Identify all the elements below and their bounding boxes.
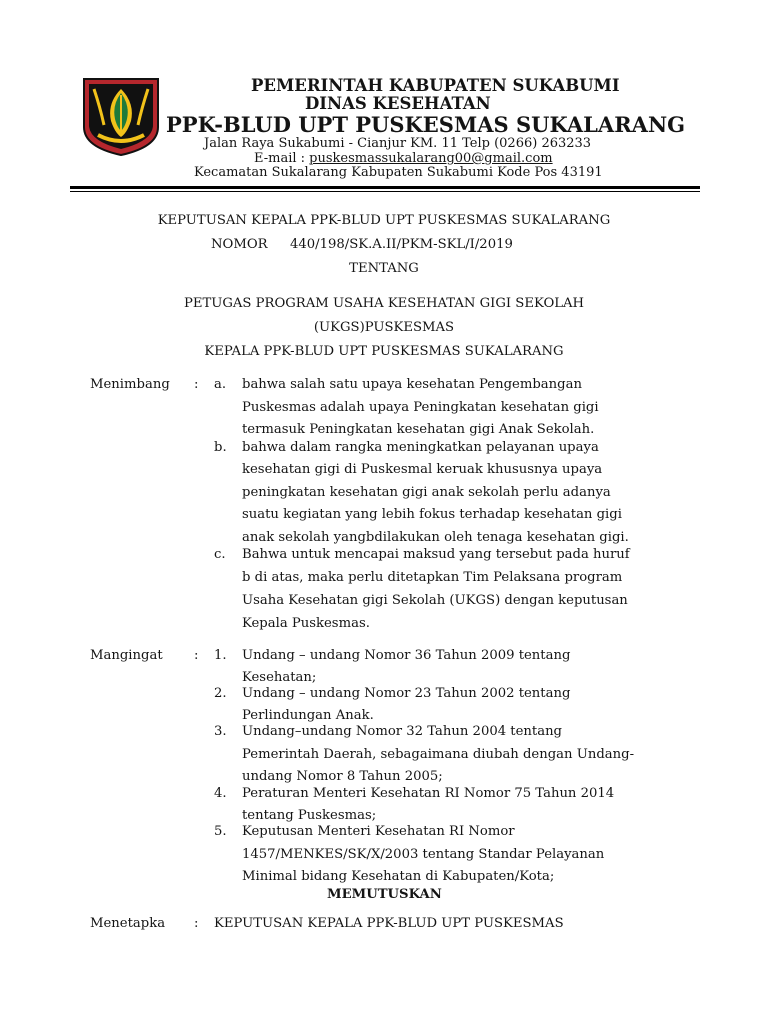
menimbang-b-line: peningkatan kesehatan gigi anak sekolah perlu adanya	[242, 485, 611, 500]
mengingat-3-line: undang Nomor 8 Tahun 2005;	[242, 769, 443, 784]
menimbang-marker-b: b.	[214, 440, 227, 455]
menimbang-b-line: suatu kegiatan yang lebih fokus terhadap kesehatan gigi	[242, 507, 622, 522]
menimbang-marker-a: a.	[214, 377, 227, 392]
mengingat-1-line: Kesehatan;	[242, 670, 317, 685]
email-label: E-mail :	[254, 151, 306, 166]
menetapkan-label: Menetapka	[90, 916, 166, 931]
menimbang-colon: :	[194, 377, 199, 392]
menimbang-marker-c: c.	[214, 547, 226, 562]
mengingat-marker-4: 4.	[214, 786, 227, 801]
decree-subject-line1: PETUGAS PROGRAM USAHA KESEHATAN GIGI SEKOLAH	[183, 296, 585, 311]
mengingat-label: Mangingat	[90, 648, 163, 663]
mengingat-1-line: Undang – undang Nomor 36 Tahun 2009 tentang	[242, 648, 571, 663]
mengingat-marker-1: 1.	[214, 648, 227, 663]
menimbang-a-line: Puskesmas adalah upaya Peningkatan kesehatan gigi	[242, 400, 599, 415]
mengingat-marker-5: 5.	[214, 824, 227, 839]
menimbang-b-line: bahwa dalam rangka meningkatkan pelayanan upaya	[242, 440, 599, 455]
mengingat-2-line: Perlindungan Anak.	[242, 708, 374, 723]
decree-number-value: 440/198/SK.A.II/PKM-SKL/I/2019	[290, 237, 513, 252]
menimbang-c-line: Usaha Kesehatan gigi Sekolah (UKGS) dengan keputusan	[242, 593, 628, 608]
menetapkan-colon: :	[194, 916, 199, 931]
memutuskan-heading: MEMUTUSKAN	[327, 887, 442, 902]
mengingat-5-line: Keputusan Menteri Kesehatan RI Nomor	[242, 824, 515, 839]
mengingat-marker-3: 3.	[214, 724, 227, 739]
sukabumi-crest-logo	[80, 77, 162, 157]
menimbang-c-line: Kepala Puskesmas.	[242, 616, 370, 631]
header-address: Jalan Raya Sukabumi - Cianjur KM. 11 Telp (0266) 263233	[204, 136, 592, 151]
mengingat-4-line: tentang Puskesmas;	[242, 808, 377, 823]
decree-tentang: TENTANG	[349, 261, 419, 276]
header-district: Kecamatan Sukalarang Kabupaten Sukabumi Kode Pos 43191	[194, 165, 603, 180]
header-government: PEMERINTAH KABUPATEN SUKABUMI	[251, 76, 620, 95]
decree-subject-line2: (UKGS)PUSKESMAS	[313, 320, 455, 335]
header-organization: PPK-BLUD UPT PUSKESMAS SUKALARANG	[166, 112, 686, 137]
mengingat-3-line: Undang–undang Nomor 32 Tahun 2004 tentang	[242, 724, 563, 739]
letterhead-rule-thick	[70, 186, 700, 189]
header-email-line	[254, 151, 553, 166]
header-department: DINAS KESEHATAN	[305, 94, 491, 113]
decree-number-label: NOMOR	[211, 237, 268, 252]
menimbang-label: Menimbang	[90, 377, 170, 392]
decree-title: KEPUTUSAN KEPALA PPK-BLUD UPT PUSKESMAS SUKALARANG	[157, 213, 611, 228]
mengingat-4-line: Peraturan Menteri Kesehatan RI Nomor 75 Tahun 2014	[242, 786, 615, 801]
mengingat-5-line: 1457/MENKES/SK/X/2003 tentang Standar Pelayanan	[242, 847, 605, 862]
menimbang-a-line: termasuk Peningkatan kesehatan gigi Anak Sekolah.	[242, 422, 595, 437]
decree-issuer: KEPALA PPK-BLUD UPT PUSKESMAS SUKALARANG	[204, 344, 564, 359]
mengingat-5-line: Minimal bidang Kesehatan di Kabupaten/Kota;	[242, 869, 555, 884]
mengingat-marker-2: 2.	[214, 686, 227, 701]
mengingat-colon: :	[194, 648, 199, 663]
menimbang-b-line: kesehatan gigi di Puskesmal keruak khususnya upaya	[242, 462, 603, 477]
menetapkan-text: KEPUTUSAN KEPALA PPK-BLUD UPT PUSKESMAS	[214, 916, 564, 931]
letterhead-rule-thin	[70, 191, 700, 192]
menimbang-b-line: anak sekolah yangbdilakukan oleh tenaga kesehatan gigi.	[242, 530, 629, 545]
menimbang-a-line: bahwa salah satu upaya kesehatan Pengembangan	[242, 377, 582, 392]
menimbang-c-line: Bahwa untuk mencapai maksud yang tersebut pada huruf	[242, 547, 630, 562]
email-link[interactable]: puskesmassukalarang00@gmail.com	[309, 151, 553, 166]
mengingat-2-line: Undang – undang Nomor 23 Tahun 2002 tentang	[242, 686, 571, 701]
menimbang-c-line: b di atas, maka perlu ditetapkan Tim Pelaksana program	[242, 570, 623, 585]
mengingat-3-line: Pemerintah Daerah, sebagaimana diubah dengan Undang-	[242, 747, 635, 762]
